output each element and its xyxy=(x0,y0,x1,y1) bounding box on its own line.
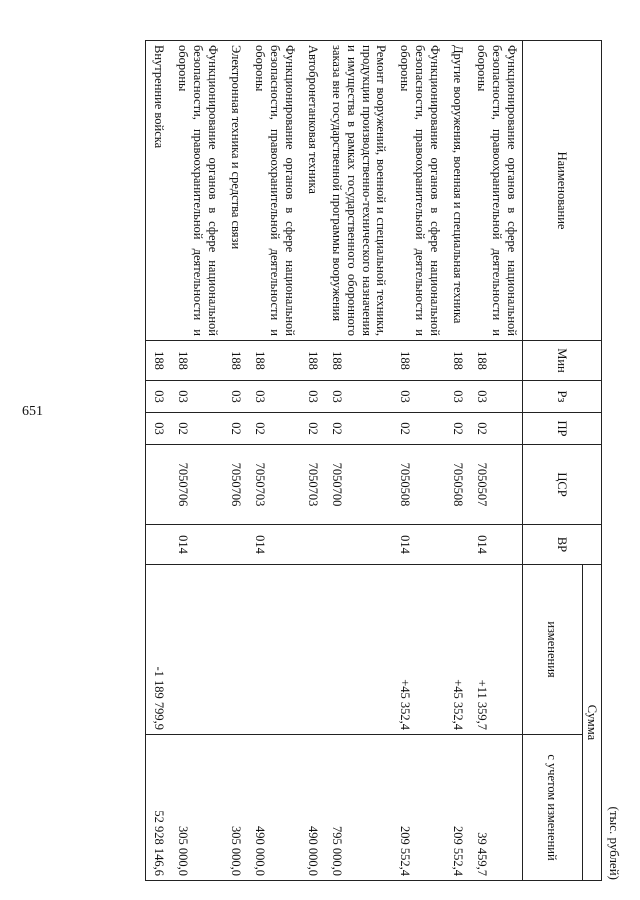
row-pr: 02 xyxy=(391,413,444,445)
row-rz: 03 xyxy=(445,381,469,413)
page-number: 651 xyxy=(22,404,43,419)
row-name: Электронная техника и средства связи xyxy=(223,41,247,341)
row-changes xyxy=(246,565,299,735)
row-changes: -1 189 799,9 xyxy=(145,565,169,735)
row-csr: 7050508 xyxy=(445,445,469,525)
units-label: (тыс. рублей) xyxy=(607,806,622,880)
row-name: Функционирование органов в сфере национальной безопасности, правоохранительной деятельности и обороны xyxy=(246,41,299,341)
row-changes xyxy=(223,565,247,735)
row-min: 188 xyxy=(468,341,522,381)
table-row xyxy=(145,41,169,881)
header-name: Наименование xyxy=(522,41,601,341)
header-min: Мин xyxy=(522,341,601,381)
row-rz: 03 xyxy=(391,381,444,413)
row-pr: 02 xyxy=(300,413,324,445)
row-total: 39 459,7 xyxy=(468,735,522,881)
row-csr: 7050706 xyxy=(223,445,247,525)
budget-table xyxy=(145,40,602,881)
row-total: 490 000,0 xyxy=(246,735,299,881)
row-min: 188 xyxy=(145,341,169,381)
row-vr xyxy=(145,525,169,565)
table-body xyxy=(145,41,522,881)
row-min: 188 xyxy=(300,341,324,381)
row-pr: 02 xyxy=(246,413,299,445)
table-row xyxy=(246,41,299,881)
row-csr: 7050507 xyxy=(468,445,522,525)
row-total: 795 000,0 xyxy=(323,735,391,881)
row-changes xyxy=(300,565,324,735)
row-min: 188 xyxy=(223,341,247,381)
row-csr: 7050703 xyxy=(246,445,299,525)
row-total: 209 552,4 xyxy=(391,735,444,881)
row-changes xyxy=(169,565,222,735)
row-changes: +45 352,4 xyxy=(445,565,469,735)
header-rz: Рз xyxy=(522,381,601,413)
row-pr: 02 xyxy=(468,413,522,445)
row-name: Ремонт вооружений, военной и специальной техники, продукции производственно-технического назначения и имущества в рамках государственного оборонного заказа вне государственной программы вооружения xyxy=(323,41,391,341)
row-csr: 7050700 xyxy=(323,445,391,525)
row-name: Функционирование органов в сфере национальной безопасности, правоохранительной деятельности и обороны xyxy=(391,41,444,341)
row-pr: 03 xyxy=(145,413,169,445)
row-pr: 02 xyxy=(445,413,469,445)
row-name: Автобронетанковая техника xyxy=(300,41,324,341)
row-rz: 03 xyxy=(145,381,169,413)
header-sum: Сумма xyxy=(582,565,601,881)
row-csr: 7050703 xyxy=(300,445,324,525)
row-pr: 02 xyxy=(169,413,222,445)
row-min: 188 xyxy=(323,341,391,381)
row-total: 305 000,0 xyxy=(169,735,222,881)
table-row xyxy=(169,41,222,881)
table-row xyxy=(468,41,522,881)
row-rz: 03 xyxy=(468,381,522,413)
row-rz: 03 xyxy=(300,381,324,413)
row-rz: 03 xyxy=(169,381,222,413)
row-changes: +45 352,4 xyxy=(391,565,444,735)
row-rz: 03 xyxy=(323,381,391,413)
row-total: 209 552,4 xyxy=(445,735,469,881)
row-vr xyxy=(323,525,391,565)
row-rz: 03 xyxy=(223,381,247,413)
row-total: 52 928 146,6 xyxy=(145,735,169,881)
row-changes xyxy=(323,565,391,735)
row-min: 188 xyxy=(169,341,222,381)
row-name: Внутренние войска xyxy=(145,41,169,341)
header-with-changes: с учетом изменений xyxy=(522,735,582,881)
row-min: 188 xyxy=(445,341,469,381)
table-row xyxy=(391,41,444,881)
table-row xyxy=(300,41,324,881)
header-csr: ЦСР xyxy=(522,445,601,525)
row-vr xyxy=(445,525,469,565)
row-vr: 014 xyxy=(246,525,299,565)
row-pr: 02 xyxy=(323,413,391,445)
row-min: 188 xyxy=(246,341,299,381)
row-vr: 014 xyxy=(169,525,222,565)
row-min: 188 xyxy=(391,341,444,381)
row-vr: 014 xyxy=(468,525,522,565)
header-changes: изменения xyxy=(522,565,582,735)
row-name: Функционирование органов в сфере национальной безопасности, правоохранительной деятельности и обороны xyxy=(468,41,522,341)
table-row xyxy=(323,41,391,881)
table-row xyxy=(223,41,247,881)
table-row xyxy=(445,41,469,881)
header-pr: ПР xyxy=(522,413,601,445)
rotated-page xyxy=(100,40,620,880)
row-csr: 7050508 xyxy=(391,445,444,525)
row-vr xyxy=(223,525,247,565)
row-vr xyxy=(300,525,324,565)
row-pr: 02 xyxy=(223,413,247,445)
row-total: 490 000,0 xyxy=(300,735,324,881)
row-name: Другие вооружения, военная и специальная техника xyxy=(445,41,469,341)
row-name: Функционирование органов в сфере национальной безопасности, правоохранительной деятельности и обороны xyxy=(169,41,222,341)
row-total: 305 000,0 xyxy=(223,735,247,881)
row-csr: 7050706 xyxy=(169,445,222,525)
row-changes: +11 359,7 xyxy=(468,565,522,735)
header-vr: ВР xyxy=(522,525,601,565)
row-rz: 03 xyxy=(246,381,299,413)
row-csr xyxy=(145,445,169,525)
row-vr: 014 xyxy=(391,525,444,565)
